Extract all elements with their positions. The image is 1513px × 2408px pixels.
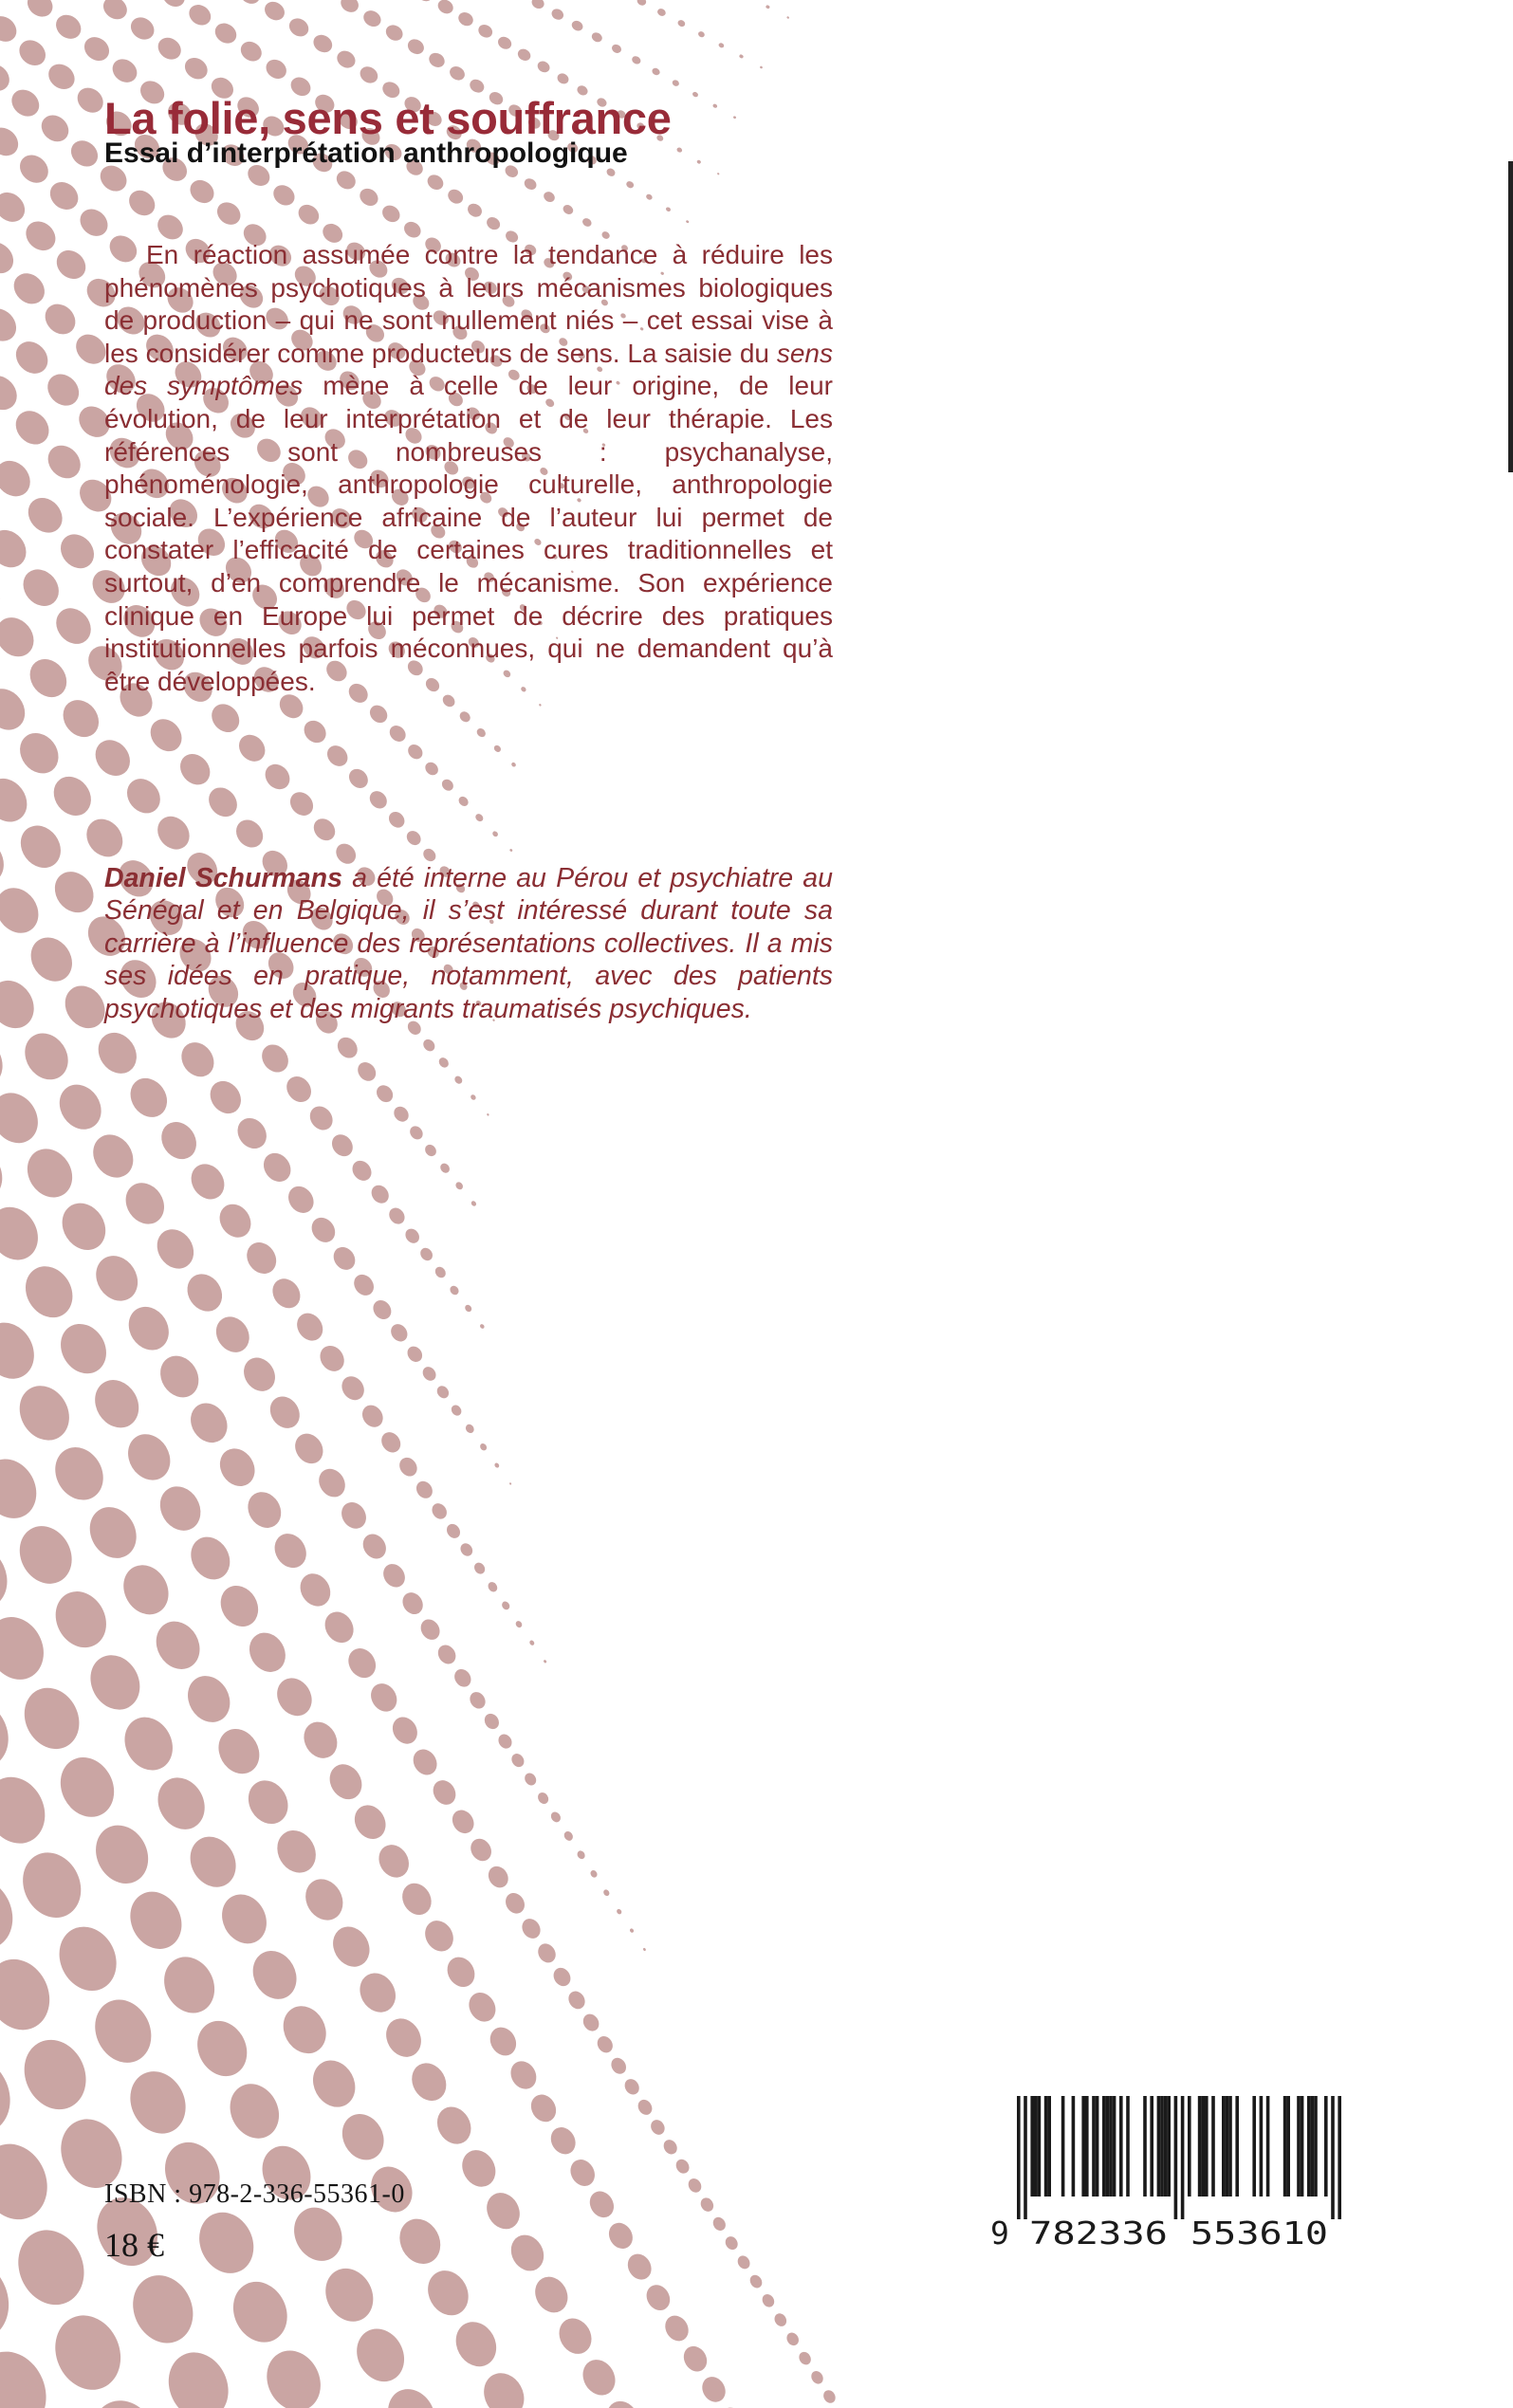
barcode-bars <box>987 2094 1370 2253</box>
blurb-italic-phrase: sens des symptômes <box>104 338 833 401</box>
author-name: Daniel Schurmans <box>104 862 342 893</box>
crop-mark <box>1508 161 1513 472</box>
blurb-text-tail: mène à celle de leur origine, de leur évolution, de leur interprétation et de leur thérapie. Les références sont nombreuses : psychanalyse, phénoménologie, anthropologie culturelle, anthropologie sociale. L’expérience africaine de l’auteur lui permet de constater l’efficacité de certaines cures traditionnelles et surtout, d’en comprendre le mécanisme. Son expérience clinique en Europe lui permet de décrire des pratiques institutionnelles parfois méconnues, qui ne demandent qu’à être développées. <box>104 371 833 696</box>
author-bio-text: a été interne au Pérou et psychiatre au Sénégal et en Belgique, il s’est intéressé durant toute sa carrière à l’influence des représentations collectives. Il a mis ses idées en pratique, notamment, avec des patients psychotiques et des migrants traumatisés psychiques. <box>104 862 833 1024</box>
barcode-digit-group: 782336 <box>1029 2215 1168 2252</box>
book-subtitle: Essai d’interprétation anthropologique <box>104 137 628 169</box>
barcode-digit-group: 553610 <box>1190 2215 1328 2252</box>
barcode-digit-group: 9 <box>990 2215 1009 2252</box>
author-bio <box>104 862 833 1026</box>
blurb-text-lead: En réaction assumée contre la tendance à réduire les phénomènes psychotiques à leurs mécanismes biologiques de production – qui ne sont nullement niés – cet essai vise à les considérer comme producteurs de sens. La saisie du <box>104 240 833 368</box>
isbn-text: ISBN : 978-2-336-55361-0 <box>104 2179 405 2209</box>
barcode <box>987 2094 1370 2253</box>
book-title: La folie, sens et souffrance <box>104 93 672 144</box>
back-cover-blurb <box>104 239 833 698</box>
price-text: 18 € <box>104 2226 164 2264</box>
